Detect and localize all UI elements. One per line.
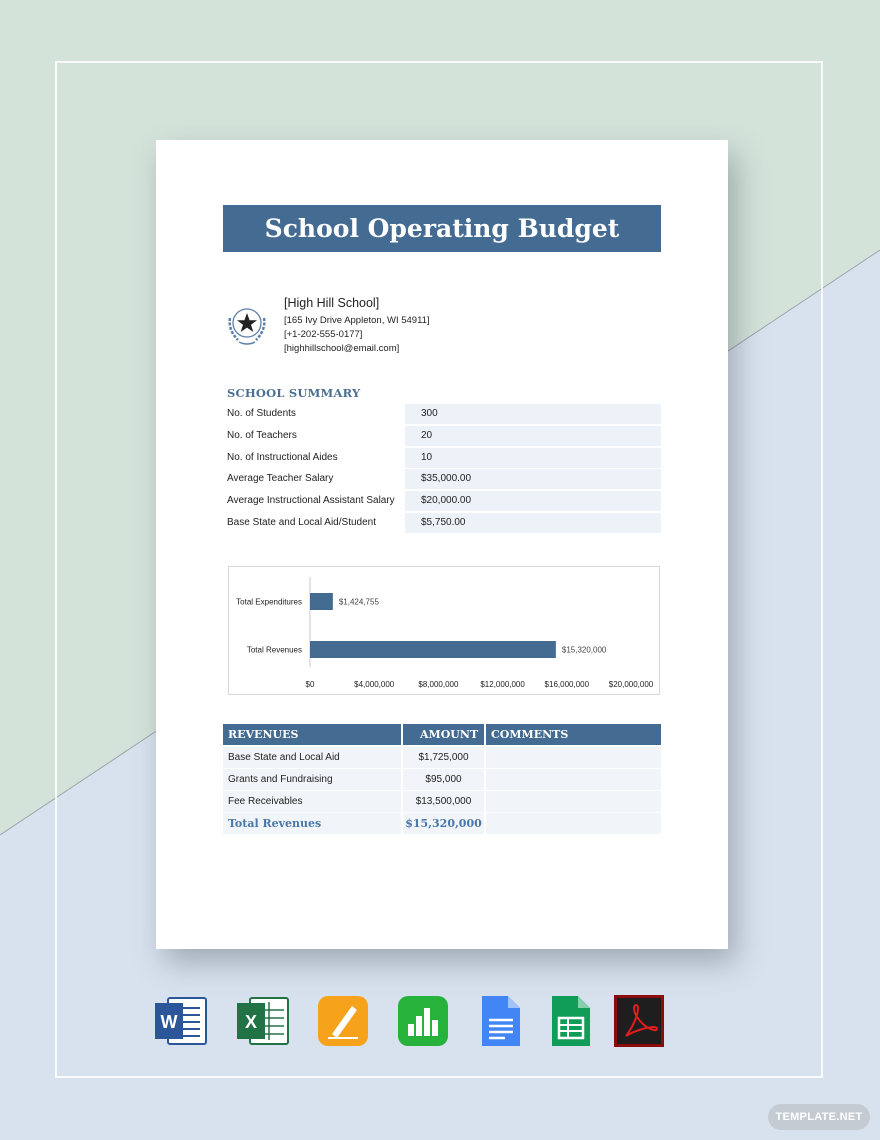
school-name: [High Hill School] [284,296,380,310]
summary-label: Average Teacher Salary [227,473,334,484]
summary-row [223,469,661,489]
total-comment-cell [486,813,661,834]
svg-text:W: W [160,1012,178,1032]
revenue-amount-cell [403,791,484,812]
summary-row [223,513,661,533]
summary-label: No. of Teachers [227,430,297,441]
revenue-label-cell [223,769,401,790]
revenue-amount-cell [403,747,484,768]
budget-chart [228,566,660,695]
summary-row [223,491,661,511]
total-amount-cell [403,813,484,834]
summary-label: Base State and Local Aid/Student [227,517,376,528]
revenue-comment-cell [486,791,661,812]
header-comments [486,724,661,745]
category-label: Total Revenues [246,645,302,655]
school-phone: [+1-202-555-0177] [284,329,363,340]
revenue-amount: $95,000 [425,774,462,785]
total-label-cell [223,813,401,834]
summary-row [223,448,661,468]
tick-label: $20,000,000 [608,680,654,689]
document-title: School Operating Budget [223,205,661,252]
numbers-icon[interactable] [396,994,450,1048]
summary-value-cell [405,491,661,511]
revenue-label: Fee Receivables [228,796,303,807]
tick-label: $12,000,000 [480,680,525,689]
category-label: Total Expenditures [236,597,302,607]
chart-bar [310,641,556,658]
school-email: [highhillschool@email.com] [284,343,400,354]
summary-value-cell [405,513,661,533]
google-sheets-icon[interactable] [544,994,598,1048]
word-icon[interactable] [154,994,208,1048]
pages-icon[interactable] [316,994,370,1048]
pdf-icon[interactable] [612,994,666,1048]
summary-value: $5,750.00 [421,517,466,528]
summary-value: 300 [421,408,438,419]
summary-value-cell [405,426,661,446]
summary-label: Average Instructional Assistant Salary [227,495,395,506]
total-row [223,813,661,834]
summary-value-cell [405,404,661,424]
table-row [223,747,661,768]
header-amount [403,724,484,745]
revenue-label: Grants and Fundraising [228,774,333,785]
summary-heading: SCHOOL SUMMARY [227,386,361,400]
total-label: Total Revenues [228,817,322,830]
table-row [223,791,661,812]
header-label: AMOUNT [420,728,479,741]
summary-value: 20 [421,430,433,441]
summary-value: $35,000.00 [421,473,472,484]
tick-label: $4,000,000 [354,680,395,689]
summary-value-cell [405,469,661,489]
revenue-label: Base State and Local Aid [228,752,340,763]
revenue-comment-cell [486,747,661,768]
summary-label: No. of Instructional Aides [227,452,338,463]
data-label: $1,424,755 [338,597,379,607]
table-row [223,769,661,790]
revenue-amount: $13,500,000 [415,796,472,807]
revenue-label-cell [223,791,401,812]
revenue-amount: $1,725,000 [418,752,469,763]
chart-bar [310,593,333,610]
revenue-amount-cell [403,769,484,790]
school-address: [165 Ivy Drive Appleton, WI 54911] [284,315,430,326]
summary-value: 10 [421,452,433,463]
data-label: $15,320,000 [561,645,607,655]
summary-label: No. of Students [227,408,296,419]
header-label: REVENUES [228,728,299,741]
summary-row [223,404,661,424]
bar-chart [229,567,661,696]
tick-label: $8,000,000 [418,680,459,689]
revenue-comment-cell [486,769,661,790]
google-docs-icon[interactable] [474,994,528,1048]
tick-label: $0 [305,680,315,689]
svg-text:X: X [244,1012,258,1032]
format-icons [0,994,880,1048]
tick-label: $16,000,000 [544,680,590,689]
revenue-label-cell [223,747,401,768]
total-amount: $15,320,000 [405,817,482,830]
header-revenues [223,724,401,745]
summary-value: $20,000.00 [421,495,472,506]
star-laurel-icon [222,298,272,348]
document-page [156,140,728,949]
template-watermark: TEMPLATE.NET [768,1104,870,1130]
header-label: COMMENTS [491,728,569,741]
excel-icon[interactable] [236,994,290,1048]
summary-row [223,426,661,446]
summary-value-cell [405,448,661,468]
